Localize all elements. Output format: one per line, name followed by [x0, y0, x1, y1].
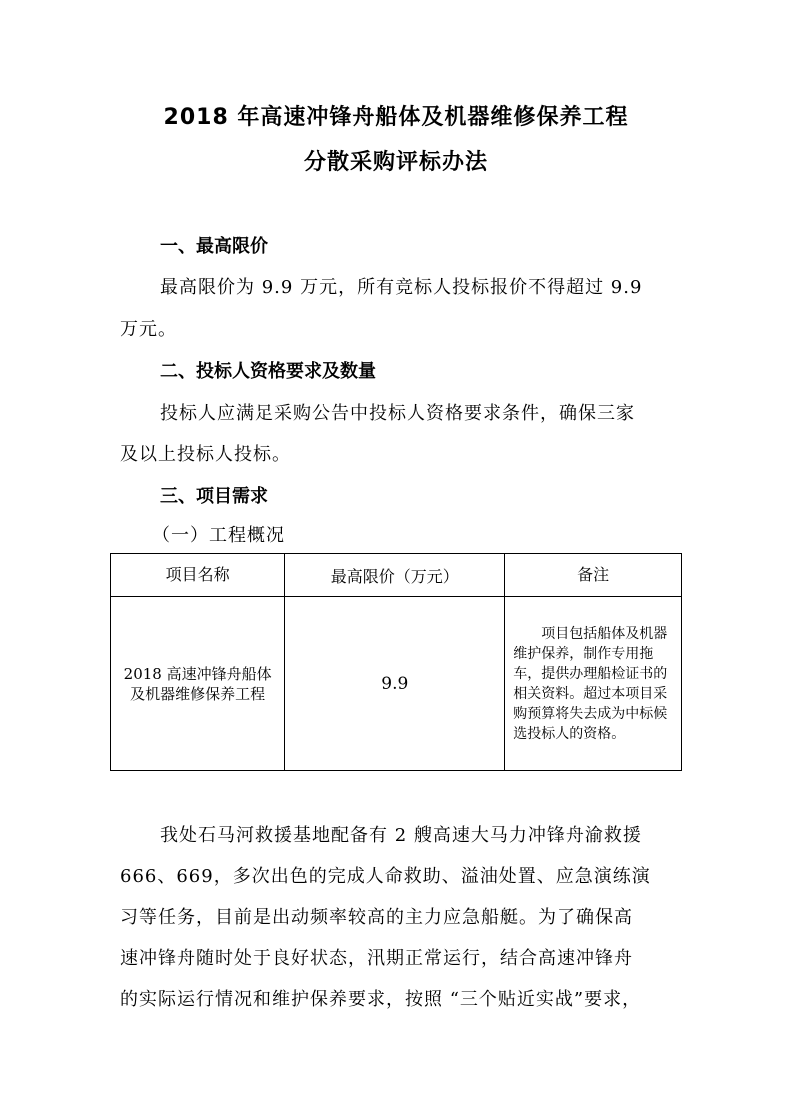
section-heading-max-price: 一、最高限价 — [160, 236, 268, 257]
paragraph-line: 及以上投标人投标。 — [120, 444, 291, 465]
document-subtitle: 分散采购评标办法 — [303, 150, 488, 175]
note-cell: 项目包括船体及机器维护保养，制作专用拖车，提供办理船检证书的相关资料。超过本项目采购预算将失去成为中标候选投标人的资格。 — [505, 597, 682, 771]
paragraph-line: 习等任务，目前是出动频率较高的主力应急船艇。为了确保高 — [120, 907, 633, 928]
table-header-cell: 最高限价（万元） — [285, 554, 505, 597]
paragraph-line: 666、669，多次出色的完成人命救助、溢油处置、应急演练演 — [120, 866, 651, 887]
document-title: 2018 年高速冲锋舟船体及机器维修保养工程 — [163, 105, 629, 130]
max-price-cell: 9.9 — [285, 597, 505, 771]
project-name-cell: 2018 高速冲锋舟船体及机器维修保养工程 — [111, 597, 285, 771]
paragraph-line: 我处石马河救援基地配备有 2 艘高速大马力冲锋舟渝救援 — [160, 825, 642, 846]
section-heading-bidder-qualification: 二、投标人资格要求及数量 — [160, 361, 376, 382]
table-header-row — [111, 554, 682, 597]
paragraph-line: 投标人应满足采购公告中投标人资格要求条件，确保三家 — [160, 403, 635, 424]
table-row — [111, 597, 682, 771]
paragraph-line: 万元。 — [120, 319, 177, 340]
paragraph-line: 速冲锋舟随时处于良好状态，汛期正常运行，结合高速冲锋舟 — [120, 948, 633, 969]
table-header-cell: 备注 — [505, 554, 682, 597]
project-table — [110, 553, 682, 771]
subsection-heading: （一）工程概况 — [152, 525, 285, 546]
table-header-cell: 项目名称 — [111, 554, 285, 597]
paragraph-line: 最高限价为 9.9 万元，所有竞标人投标报价不得超过 9.9 — [160, 277, 643, 298]
section-heading-project-requirements: 三、项目需求 — [160, 486, 268, 507]
paragraph-line: 的实际运行情况和维护保养要求，按照 “三个贴近实战”要求， — [120, 989, 642, 1010]
